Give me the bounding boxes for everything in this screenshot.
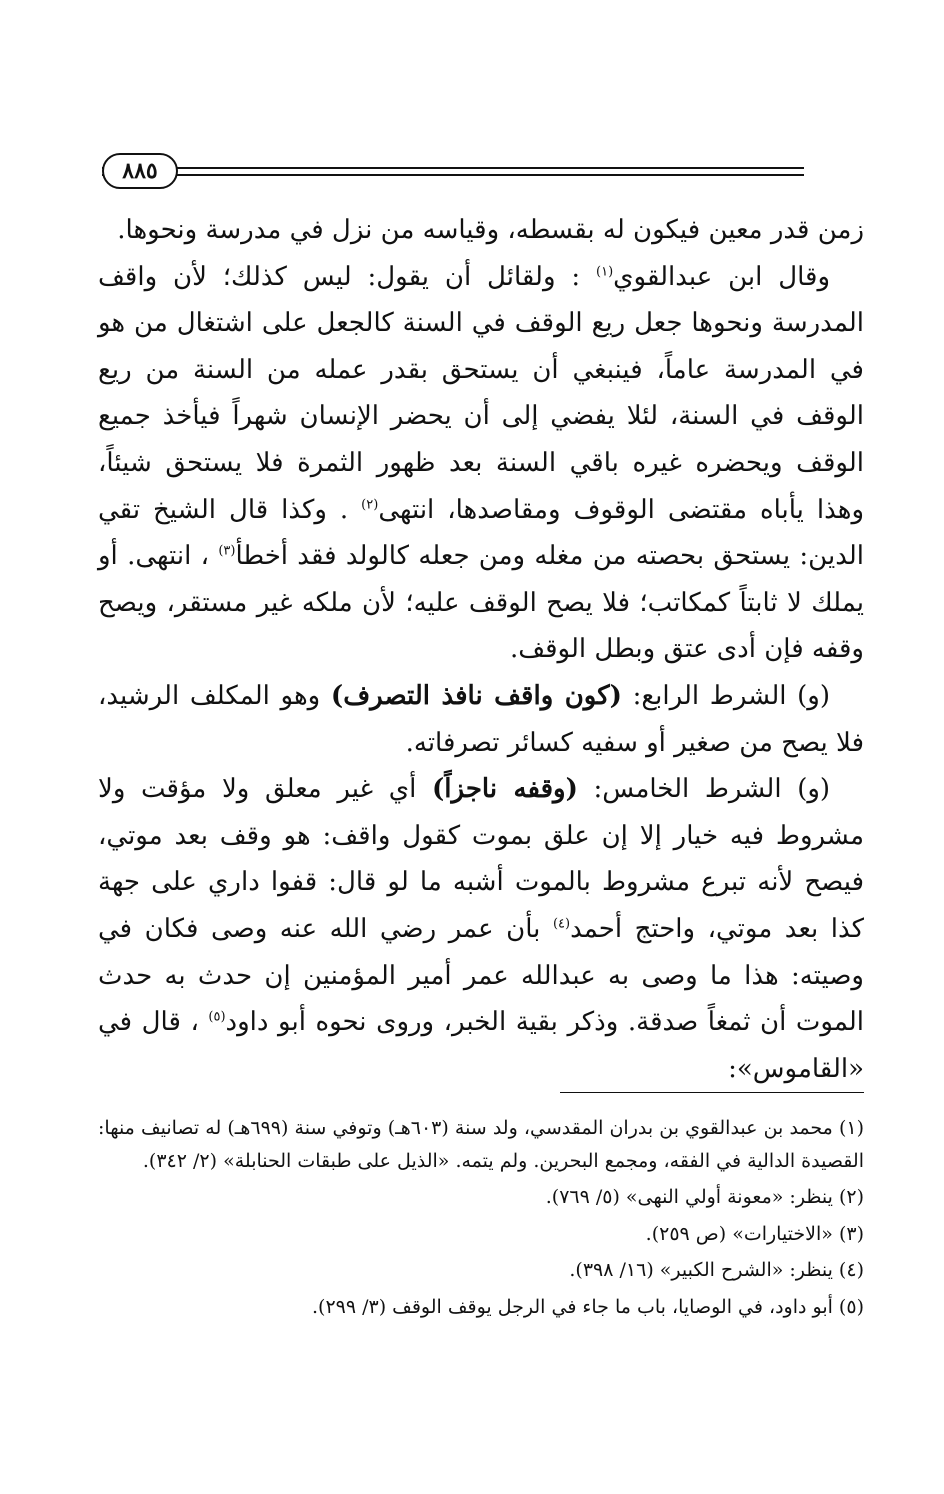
paragraph-1-text: زمن قدر معين فيكون له بقسطه، وقياسه من نزل في مدرسة ونحوها. bbox=[117, 215, 864, 245]
condition-4-matn: (كون واقف نافذ التصرف) bbox=[330, 680, 622, 711]
paragraph-3 bbox=[98, 673, 864, 766]
footnote-2: (٢) ينظر: «معونة أولي النهى» (٥/ ٧٦٩). bbox=[545, 1186, 864, 1208]
header-rule bbox=[102, 167, 804, 176]
condition-5-text-c: ، قال في «القاموس»: bbox=[98, 1007, 864, 1084]
paragraph-2-text-d: ، انتهى. أو يملك لا ثابتاً كمكاتب؛ فلا يصح الوقف عليه؛ لأن ملكه غير مستقر، ويصح وقفه فإن أدى عتق وبطل الوقف. bbox=[98, 541, 864, 665]
paragraph-1 bbox=[98, 207, 864, 254]
footnote-1: (١) محمد بن عبدالقوي بن بدران المقدسي، ولد سنة (٦٠٣هـ) وتوفي سنة (٦٩٩هـ) له تصانيف منها: القصيدة الدالية في الفقه، ومجمع البحرين. ولم يتمه. «الذيل على طبقات الحنابلة» (٢/ ٣٤٢). bbox=[98, 1117, 864, 1172]
main-text bbox=[98, 207, 864, 1092]
paragraph-2-text-a: وقال ابن عبدالقوي bbox=[613, 261, 831, 292]
footnote-ref-2[interactable]: (٢) bbox=[361, 496, 379, 512]
condition-4-lead: (و) الشرط الرابع: bbox=[632, 680, 831, 711]
footnotes bbox=[98, 1112, 864, 1327]
footnote-ref-4[interactable]: (٤) bbox=[552, 916, 571, 932]
condition-5-text-a: أي غير معلق ولا مؤقت ولا مشروط فيه خيار إلا إن علق بموت كقول واقف: هو وقف بعد موتي، فيصح لأنه تبرع مشروط بالموت أشبه ما لو قال: قفوا داري على جهة كذا بعد موتي، واحتج أحمد bbox=[98, 774, 865, 944]
condition-5-matn: (وقفه ناجزاً) bbox=[431, 774, 578, 805]
paragraph-2-text-b: : ولقائل أن يقول: ليس كذلك؛ لأن واقف المدرسة ونحوها جعل ريع الوقف في السنة كالجعل على اشتغال من هو في المدرسة عاماً، فينبغي أن يستحق بقدر عمله من السنة من ريع الوقف في السنة، لئلا يفضي إلى أن يحضر الإنسان شهراً فيأخذ جميع الوقف ويحضره غيره باقي السنة بعد ظهور الثمرة فلا يستحق شيئاً، وهذا يأباه مقتضى الوقوف ومقاصدها، انتهى bbox=[98, 261, 865, 525]
page-header bbox=[102, 153, 870, 193]
footnote-3: (٣) «الاختيارات» (ص ٢٥٩). bbox=[645, 1222, 864, 1245]
footnote-ref-5[interactable]: (٥) bbox=[208, 1009, 226, 1025]
footnote-separator bbox=[560, 1092, 864, 1093]
footnote-ref-1[interactable]: (١) bbox=[596, 263, 614, 279]
footnote-5: (٥) أبو داود، في الوصايا، باب ما جاء في الرجل يوقف الوقف (٣/ ٢٩٩). bbox=[311, 1295, 864, 1318]
footnote-4: (٤) ينظر: «الشرح الكبير» (١٦/ ٣٩٨). bbox=[569, 1259, 864, 1281]
paragraph-4 bbox=[98, 766, 864, 1092]
paragraph-2-text-c: . وكذا قال الشيخ تقي الدين: يستحق بحصته من مغله ومن جعله كالولد فقد أخطأ bbox=[98, 494, 864, 572]
page-number: ٨٨٥ bbox=[102, 153, 178, 189]
footnote-ref-3[interactable]: (٣) bbox=[218, 543, 236, 559]
condition-5-lead: (و) الشرط الخامس: bbox=[593, 774, 831, 805]
condition-5-text-b: بأن عمر رضي الله عنه وصى فكان في وصيته: هذا ما وصى به عبدالله عمر أمير المؤمنين إن حدث به حدث الموت أن ثمغاً صدقة. وذكر بقية الخبر، وروى نحوه أبو داود bbox=[98, 913, 865, 1038]
condition-4-text: وهو المكلف الرشيد، فلا يصح من صغير أو سفيه كسائر تصرفاته. bbox=[98, 680, 864, 758]
paragraph-2 bbox=[98, 254, 864, 673]
